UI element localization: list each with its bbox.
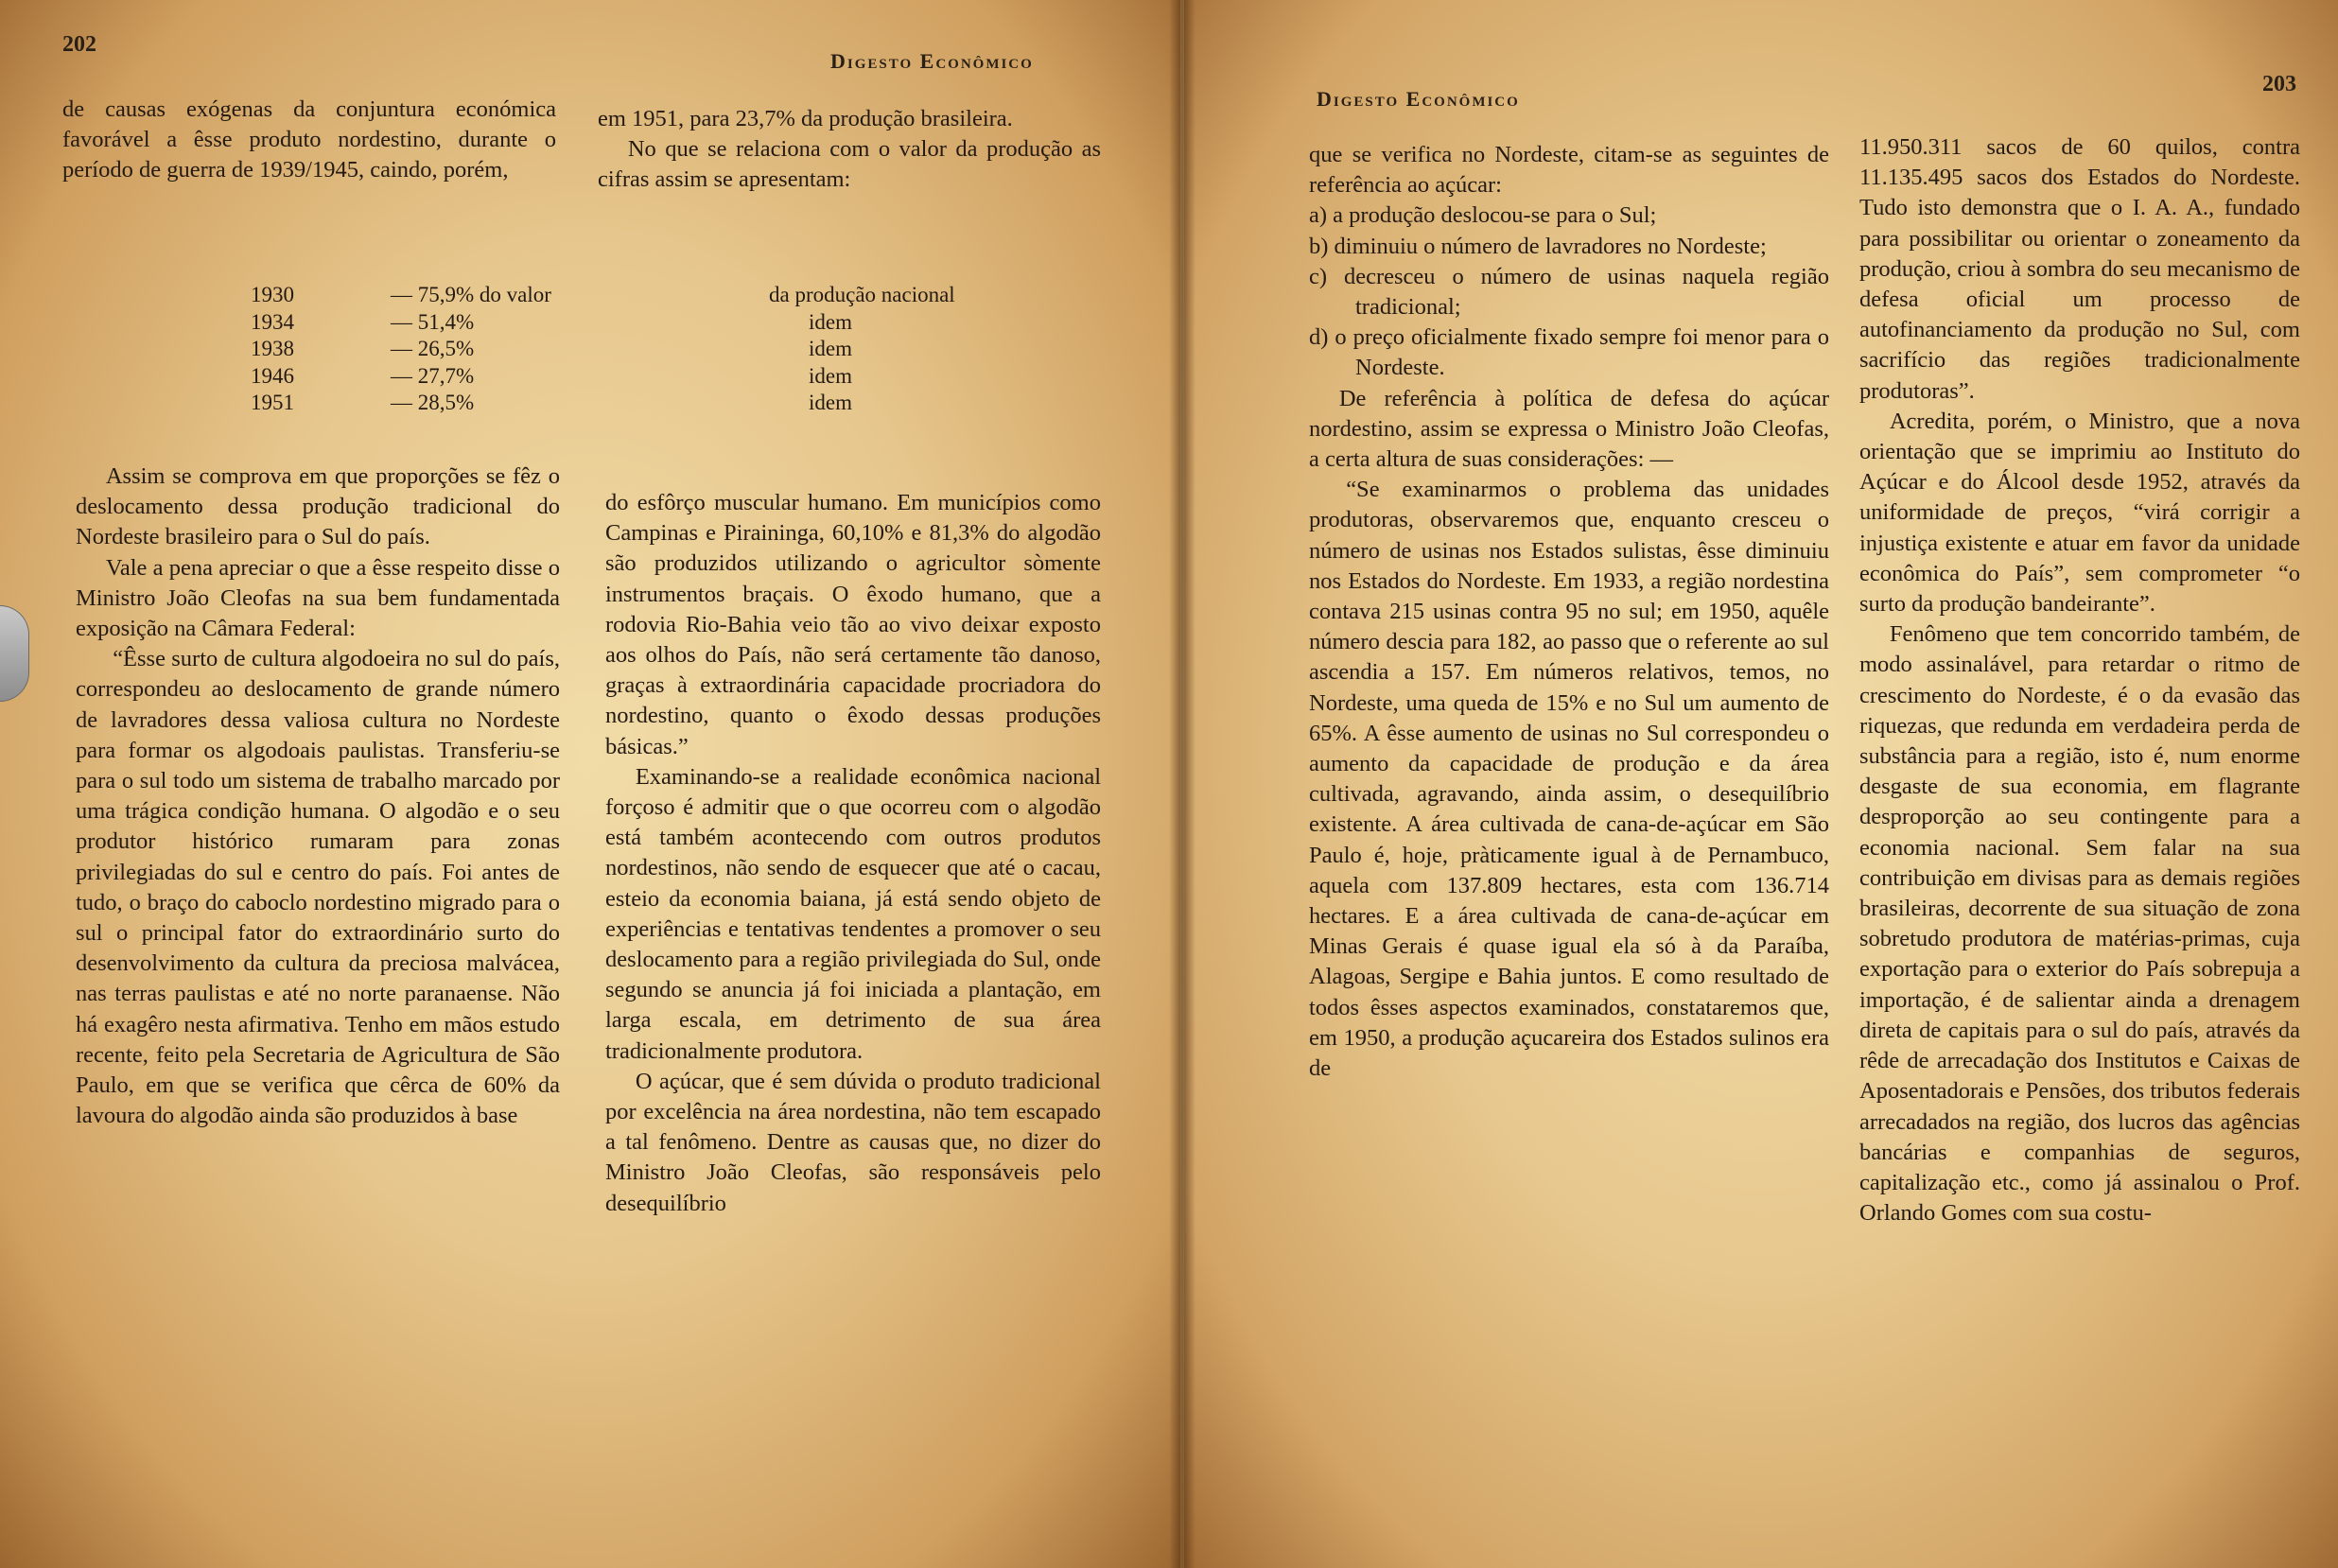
right-page xyxy=(1184,0,2338,1568)
table-year: 1934 xyxy=(251,309,294,334)
list-item: d) o preço oficialmente fixado sempre foi menor para o Nordeste. xyxy=(1309,324,1829,381)
paragraph: de causas exógenas da conjuntura económica favorável a êsse produto nordestino, durante o período de guerra de 1939/1945, caindo, porém, xyxy=(62,96,556,183)
table-year: 1946 xyxy=(251,363,294,388)
page-number-right: 203 xyxy=(2262,72,2296,96)
paragraph: No que se relaciona com o valor da produção as cifras assim se apresentam: xyxy=(598,136,1101,193)
table-value: — 75,9% do valor xyxy=(391,283,551,306)
list-item: b) diminuiu o número de lavradores no Nordeste; xyxy=(1309,233,1767,259)
table-note: idem xyxy=(809,309,852,334)
left-col2-bottom xyxy=(605,488,1101,1219)
book-gutter xyxy=(1169,0,1195,1568)
table-note: idem xyxy=(809,337,852,361)
paragraph: Vale a pena apreciar o que a êsse respeito disse o Ministro João Cleofas na sua bem fundamentada exposição na Câmara Federal: xyxy=(76,554,560,642)
metal-clip xyxy=(0,605,29,702)
paragraph: 11.950.311 sacos de 60 quilos, contra 11.135.495 sacos dos Estados do Nordeste. Tudo isto demonstra que o I. A. A., fundado para possibilitar ou orientar o zoneamento da produção, criou à sombra do seu mecanismo de defesa oficial um processo de autofinanciamento da produção no Sul, com sacrifício das regiões tradicionalmente produtoras”. xyxy=(1859,134,2300,404)
list-item: a) a produção deslocou-se para o Sul; xyxy=(1309,202,1657,229)
table-row xyxy=(251,282,955,309)
table-value: — 26,5% xyxy=(391,337,475,361)
right-col1 xyxy=(1309,140,1829,1084)
paragraph: O açúcar, que é sem dúvida o produto tradicional por excelência na área nordestina, não tem escapado a tal fenômeno. Dentre as causas que, no dizer do Ministro João Cleofas, são responsáveis pelo desequilíbrio xyxy=(605,1068,1101,1216)
table-note: da produção nacional xyxy=(769,283,955,306)
paragraph: De referência à política de defesa do açúcar nordestino, assim se expressa o Ministro João Cleofas, a certa altura de suas considerações: — xyxy=(1309,385,1829,473)
left-col2-top xyxy=(598,104,1101,196)
left-col1-top xyxy=(62,95,556,186)
quote-paragraph: “Êsse surto de cultura algodoeira no sul do país, correspondeu ao deslocamento de grande número de lavradores dessa valiosa cultura no Nordeste para formar os algodoais paulistas. Transferiu-se para o sul todo um sistema de trabalho marcado por uma trágica condição humana. O algodão e o seu produtor histórico rumaram para zonas privilegiadas do sul e centro do país. Foi antes de tudo, o braço do caboclo nordestino migrado para o sul o principal fator do extraordinário surto do desenvolvimento da cultura da preciosa malvácea, nas terras paulistas e até no norte paranaense. Não há exagêro nesta afirmativa. Tenho em mãos estudo recente, feito pela Secretaria de Agricultura de São Paulo, em que se verifica que cêrca de 60% da lavoura do algodão ainda são produzidos à base xyxy=(76,646,560,1129)
table-note: idem xyxy=(809,363,852,388)
paragraph: do esfôrço muscular humano. Em municípios como Campinas e Piraininga, 60,10% e 81,3% do algodão são produzidos utilizando o agricultor sòmente instrumentos braçais. O êxodo humano, que a rodovia Rio-Bahia veio tão ao vivo deixar exposto aos olhos do País, não será certamente tão danoso, graças à extraordinária capacidade procriadora do nordestino, quanto o êxodo dessas produções básicas.” xyxy=(605,490,1101,759)
table-note: idem xyxy=(809,391,852,415)
table-year: 1930 xyxy=(251,283,294,306)
paragraph: Fenômeno que tem concorrido também, de modo assinalável, para retardar o ritmo de crescimento do Nordeste, é o da evasão das riquezas, que redunda em verdadeira perda de substância para a região, isto é, num enorme desgaste de sua economia, em flagrante desproporção ao seu contingente para a economia nacional. Sem falar na sua contribuição em divisas para as demais regiões brasileiras, decorrente de sua situação de zona sobretudo produtora de matérias-primas, cuja exportação para o exterior do País sobrepuja a importação, é de salientar ainda a drenagem direta de capitais para o sul do país, através da rêde de arrecadação dos Institutos e Caixas de Aposentadorais e Pensões, dos tributos federais arrecadados na região, dos lucros das agências bancárias e companhias de seguros, capitalização etc., como já assinalou o Prof. Orlando Gomes com sua costu- xyxy=(1859,621,2300,1227)
right-col2 xyxy=(1859,132,2300,1228)
paragraph: em 1951, para 23,7% da produção brasileira. xyxy=(598,106,1013,131)
paragraph: Examinando-se a realidade econômica nacional forçoso é admitir que o que ocorreu com o algodão está também acontecendo com outros produtos nordestinos, não sendo de esquecer que até o cacau, esteio da economia baiana, já está sendo objeto de experiências e tentativas tendentes a promover o seu deslocamento para a região privilegiada do Sul, onde segundo se anuncia já foi iniciada a plantação, em larga escala, em detrimento de sua área tradicionalmente produtora. xyxy=(605,763,1101,1064)
paragraph: Assim se comprova em que proporções se fêz o deslocamento dessa produção tradicional do Nordeste brasileiro para o Sul do país. xyxy=(76,463,560,550)
table-year: 1938 xyxy=(251,337,294,361)
running-head-right: Digesto Econômico xyxy=(1317,87,1520,111)
list-item: c) decresceu o número de usinas naquela região tradicional; xyxy=(1309,263,1829,321)
table-row xyxy=(251,336,955,363)
paragraph: Acredita, porém, o Ministro, que a nova orientação que se imprimiu ao Instituto do Açúcar e do Álcool desde 1952, através da uniformidade de preços, “virá corrigir a injustiça existente e atuar em favor da unidade econômica do País”, sem comprometer “o surto da produção bandeirante”. xyxy=(1859,408,2300,618)
running-head-left: Digesto Econômico xyxy=(830,49,1034,73)
page-number-left: 202 xyxy=(62,32,96,57)
table-value: — 51,4% xyxy=(391,309,475,334)
quote-paragraph: “Se examinarmos o problema das unidades produtoras, observaremos que, enquanto cresceu o número de usinas nos Estados sulistas, êsse diminuiu nos Estados do Nordeste. Em 1933, a região nordestina contava 215 usinas contra 95 no sul; em 1950, aquêle número descia para 182, ao passo que o referente ao sul ascendia a 157. Em números relativos, temos, no Nordeste, uma queda de 15% e no Sul um aumento de 65%. A êsse aumento de usinas no Sul correspondeu o aumento da capacidade de produção e da área cultivada, agravando, ainda assim, o desequilíbrio existente. A área cultivada de cana-de-açúcar em São Paulo é, hoje, pràticamente igual à de Pernambuco, aquela com 137.809 hectares, esta com 136.714 hectares. E a área cultivada de cana-de-açúcar em Minas Gerais é quase igual ela só à da Paraíba, Alagoas, Sergipe e Bahia juntos. E como resultado de todos êsses aspectos examinados, constataremos que, em 1950, a produção açucareira dos Estados sulinos era de xyxy=(1309,477,1829,1082)
causes-list xyxy=(1309,200,1829,383)
table-value: — 27,7% xyxy=(391,363,475,388)
table-year: 1951 xyxy=(251,391,294,415)
table-value: — 28,5% xyxy=(391,391,475,415)
table-row xyxy=(251,363,955,391)
paragraph: que se verifica no Nordeste, citam-se as seguintes de referência ao açúcar: xyxy=(1309,142,1829,199)
table-row xyxy=(251,390,955,417)
production-value-table xyxy=(251,282,955,417)
left-col1-bottom xyxy=(76,462,560,1131)
table-row xyxy=(251,309,955,337)
